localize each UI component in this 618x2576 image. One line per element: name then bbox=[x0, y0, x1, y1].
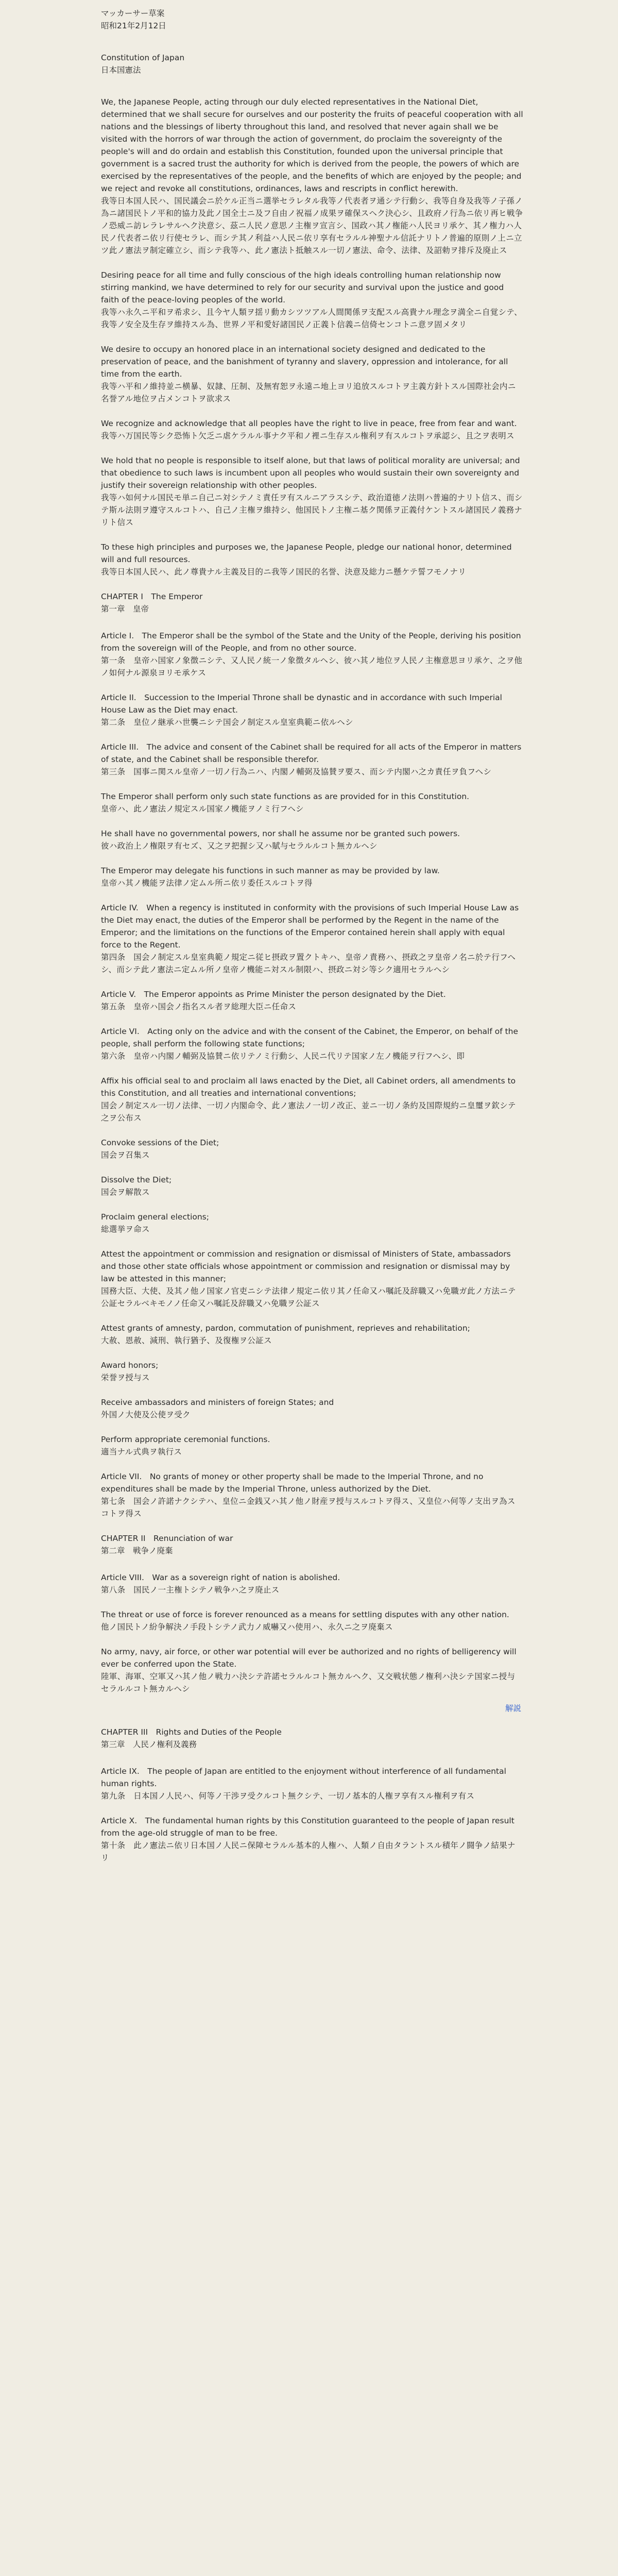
paragraph bbox=[101, 865, 523, 889]
paragraph bbox=[101, 741, 523, 778]
paragraph-english: No army, navy, air force, or other war potential will ever be authorized and no rights of belligerency will ever be conferred upon the State. bbox=[101, 1647, 517, 1669]
paragraph-japanese: 我等日本国人民ハ、国民議会ニ於ケル正当ニ選挙セラレタル我等ノ代表者ヲ通シテ行動シ、我等自身及我等ノ子孫ノ為ニ諸国民トノ平和的協力及此ノ国全土ニ及フ自由ノ祝福ノ成果ヲ確保スヘク決心シ、且政府ノ行為ニ依リ再ヒ戦争ノ恐威ニ訪レラレサルヘク決意シ、茲ニ人民ノ意思ノ主権ヲ宣言シ、国政ハ其ノ権能ハ人民ヨリ承ケ、其ノ権力ハ人民ノ代表者ニ依リ行使セラレ、而シテ其ノ利益ハ人民ニ依リ享有セラルル神聖ナル信託ナリトノ普遍的原則ノ上ニ立ツ此ノ憲法ヲ制定確立シ、而シテ我等ハ、此ノ憲法ト抵触スル一切ノ憲法、命令、法律、及詔勅ヲ排斥及廃止ス bbox=[101, 196, 523, 255]
paragraph-english: Article IV. When a regency is instituted in conformity with the provisions of such Imperial House Law as the Diet may enact, the duties of the Emperor shall be performed by the Regent in the name of the Emperor; and the limitations on the functions of the Emperor contained herein shall apply with equal force to the Regent. bbox=[101, 903, 519, 950]
paragraph bbox=[101, 1470, 523, 1520]
paragraph-english: Article VII. No grants of money or other property shall be made to the Imperial Throne, and no expenditures shall be made by the Imperial Throne, unless authorized by the Diet. bbox=[101, 1472, 484, 1494]
title-japanese: 日本国憲法 bbox=[101, 65, 141, 75]
paragraph-english: Article V. The Emperor appoints as Prime Minister the person designated by the Diet. bbox=[101, 990, 446, 999]
paragraph bbox=[101, 988, 523, 1013]
paragraph-english: We, the Japanese People, acting through our duly elected representatives in the National Diet, determined that we shall secure for ourselves and our posterity the fruits of peaceful cooperation with all nations and the blessings of liberty throughout this land, and resolved that never again shall we be visited with the horrors of war through the action of government, do proclaim the sovereignty of the people's will and do ordain and establish this Constitution, founded upon the universal principle that government is a sacred trust the authority for which is derived from the people, the powers of which are exercised by the representatives of the people, and the benefits of which are enjoyed by the people; and we reject and revoke all constitutions, ordinances, laws and rescripts in conflict herewith. bbox=[101, 97, 523, 193]
paragraph-english: We desire to occupy an honored place in an international society designed and dedicated to the preservation of peace, and the banishment of tyranny and slavery, oppression and intolerance, for all time from the earth. bbox=[101, 345, 508, 379]
paragraph-english: Article VIII. War as a sovereign right of nation is abolished. bbox=[101, 1573, 340, 1582]
paragraph bbox=[101, 1396, 523, 1421]
paragraph-english: Affix his official seal to and proclaim all laws enacted by the Diet, all Cabinet orders, all amendments to this Constitution, and all treaties and international conventions; bbox=[101, 1076, 516, 1098]
paragraph bbox=[101, 691, 523, 728]
paragraph-japanese: 第五条 皇帝ハ国会ノ指名スル者ヲ総理大臣ニ任命ス bbox=[101, 1002, 297, 1011]
paragraph-english: We hold that no people is responsible to itself alone, but that laws of political morality are universal; and that obedience to such laws is incumbent upon all peoples who would sustain their own sovereignty and justify their sovereign relationship with other peoples. bbox=[101, 456, 520, 490]
paragraph bbox=[101, 1211, 523, 1235]
paragraph bbox=[101, 417, 523, 442]
paragraph bbox=[101, 1608, 523, 1633]
chapter-heading-japanese: 第二章 戦争ノ廃棄 bbox=[101, 1546, 173, 1555]
paragraph-japanese: 第二条 皇位ノ継承ハ世襲ニシテ国会ノ制定スル皇室典範ニ依ルヘシ bbox=[101, 718, 353, 727]
paragraph-japanese: 外国ノ大使及公使ヲ受ク bbox=[101, 1410, 191, 1419]
document-title bbox=[101, 52, 523, 76]
paragraph bbox=[101, 1646, 523, 1695]
paragraph bbox=[101, 1815, 523, 1864]
paragraph-english: Article VI. Acting only on the advice and with the consent of the Cabinet, the Emperor, on behalf of the people, shall perform the following state functions; bbox=[101, 1027, 519, 1048]
paragraph bbox=[101, 96, 523, 257]
source-title: マッカーサー草案 bbox=[101, 9, 165, 18]
paragraph bbox=[101, 454, 523, 529]
paragraph bbox=[101, 1248, 523, 1310]
document-header bbox=[101, 7, 523, 32]
title-english: Constitution of Japan bbox=[101, 53, 185, 62]
paragraph-english: Proclaim general elections; bbox=[101, 1212, 209, 1222]
paragraph bbox=[101, 790, 523, 815]
paragraph bbox=[101, 1571, 523, 1596]
paragraph-japanese: 国会ヲ解散ス bbox=[101, 1188, 150, 1197]
paragraph bbox=[101, 1137, 523, 1161]
paragraph-japanese: 総選挙ヲ命ス bbox=[101, 1225, 150, 1234]
paragraph-japanese: 彼ハ政治上ノ権限ヲ有セズ、又之ヲ把握シ又ハ賦与セラルルコト無カルヘシ bbox=[101, 841, 377, 851]
paragraph-japanese: 他ノ国民トノ紛争解決ノ手段トシテノ武力ノ威嚇又ハ使用ハ、永久ニ之ヲ廃棄ス bbox=[101, 1622, 393, 1632]
paragraph-english: The Emperor may delegate his functions in such manner as may be provided by law. bbox=[101, 866, 440, 875]
chapter-heading-english: CHAPTER I The Emperor bbox=[101, 592, 203, 601]
paragraph bbox=[101, 1174, 523, 1198]
paragraph bbox=[101, 1322, 523, 1347]
chapter-heading-japanese: 第三章 人民ノ権利及義務 bbox=[101, 1740, 197, 1749]
paragraph-english: He shall have no governmental powers, nor shall he assume nor be granted such powers. bbox=[101, 829, 460, 838]
paragraph-japanese: 我等ハ万国民等シク恐怖ト欠乏ニ虐ケラルル事ナク平和ノ裡ニ生存スル権利ヲ有スルコトヲ承認シ、且之ヲ表明ス bbox=[101, 431, 514, 440]
paragraph bbox=[101, 343, 523, 405]
paragraph-english: Receive ambassadors and ministers of foreign States; and bbox=[101, 1398, 334, 1407]
paragraph-japanese: 適当ナル式典ヲ執行ス bbox=[101, 1447, 182, 1456]
paragraph-japanese: 第七条 国会ノ許諾ナクシテハ、皇位ニ金銭又ハ其ノ他ノ財産ヲ授与スルコトヲ得ス、又皇位ハ何等ノ支出ヲ為スコトヲ得ス bbox=[101, 1497, 516, 1518]
paragraph-english: Article III. The advice and consent of the Cabinet shall be required for all acts of the Emperor in matters of state, and the Cabinet shall be responsible therefor. bbox=[101, 742, 522, 764]
paragraph-english: We recognize and acknowledge that all peoples have the right to live in peace, free from fear and want. bbox=[101, 419, 517, 428]
paragraph-japanese: 第四条 国会ノ制定スル皇室典範ノ規定ニ従ヒ摂政ヲ置クトキハ、皇帝ノ責務ハ、摂政之ヲ皇帝ノ名ニ於テ行フヘシ、而シテ此ノ憲法ニ定ムル所ノ皇帝ノ機能ニ対スル制限ハ、摂政ニ対シ等シク適用セラルヘシ bbox=[101, 953, 516, 974]
paragraph-english: The threat or use of force is forever renounced as a means for settling disputes with any other nation. bbox=[101, 1610, 509, 1619]
paragraph-english: Article I. The Emperor shall be the symbol of the State and the Unity of the People, deriving his position from the sovereign will of the People, and from no other source. bbox=[101, 631, 521, 653]
paragraph-japanese: 栄誉ヲ授与ス bbox=[101, 1373, 150, 1382]
paragraph bbox=[101, 541, 523, 578]
paragraph-english: Article X. The fundamental human rights by this Constitution guaranteed to the people of Japan result from the age-old struggle of man to be free. bbox=[101, 1816, 514, 1838]
paragraph-japanese: 皇帝ハ、此ノ憲法ノ規定スル国家ノ機能ヲノミ行フヘシ bbox=[101, 804, 304, 814]
chapter-heading-english: CHAPTER II Renunciation of war bbox=[101, 1534, 233, 1543]
paragraph-english: Award honors; bbox=[101, 1361, 159, 1370]
paragraph bbox=[101, 1025, 523, 1062]
paragraph-japanese: 国会ヲ召集ス bbox=[101, 1150, 150, 1160]
chapter-heading bbox=[101, 1532, 523, 1557]
paragraph bbox=[101, 1433, 523, 1458]
paragraph bbox=[101, 1765, 523, 1802]
chapter-heading-japanese: 第一章 皇帝 bbox=[101, 604, 149, 614]
paragraph-english: The Emperor shall perform only such state functions as are provided for in this Constitution. bbox=[101, 792, 470, 801]
chapter-heading bbox=[101, 590, 523, 615]
paragraph-japanese: 我等ハ如何ナル国民モ単ニ自己ニ対シテノミ責任ヲ有スルニアラスシテ、政治道徳ノ法則ハ普遍的ナリト信ス、而シテ斯ル法則ヲ遵守スルコトハ、自己ノ主権ヲ維持シ、他国民トノ主権ニ基ク関係ヲ正義付ケントスル諸国民ノ義務ナリト信ス bbox=[101, 493, 523, 527]
paragraph-english: Convoke sessions of the Diet; bbox=[101, 1138, 219, 1147]
paragraph-english: Perform appropriate ceremonial functions. bbox=[101, 1435, 270, 1444]
paragraph-japanese: 皇帝ハ其ノ機能ヲ法律ノ定ムル所ニ依リ委任スルコトヲ得 bbox=[101, 878, 313, 888]
paragraph-japanese: 国務大臣、大使、及其ノ他ノ国家ノ官吏ニシテ法律ノ規定ニ依リ其ノ任命又ハ嘱託及辞職又ハ免職ガ此ノ方法ニテ公証セラルベキモノノ任命又ハ嘱託及辞職又ハ免職ヲ公証ス bbox=[101, 1286, 516, 1308]
paragraph-english: To these high principles and purposes we, the Japanese People, pledge our national honor, determined will and full resources. bbox=[101, 543, 512, 564]
paragraph-japanese: 大赦、恩赦、減刑、執行猶予、及復権ヲ公証ス bbox=[101, 1336, 272, 1345]
paragraph-english: Desiring peace for all time and fully conscious of the high ideals controlling human relationship now stirring mankind, we have determined to rely for our security and survival upon the justice and good faith of the peace-loving peoples of the world. bbox=[101, 270, 504, 304]
paragraph-japanese: 我等日本国人民ハ、此ノ尊貴ナル主義及目的ニ我等ノ国民的名誉、決意及総力ニ懸ケテ誓フモノナリ bbox=[101, 567, 467, 577]
paragraph-japanese: 我等ハ永久ニ平和ヲ希求シ、且今ヤ人類ヲ揺リ動カシツツアル人間関係ヲ支配スル高貴ナル理念ヲ満全ニ自覚シテ、我等ノ安全及生存ヲ維持スル為、世界ノ平和愛好諸国民ノ正義ト信義ニ信倚センコトニ意ヲ固メタリ bbox=[101, 308, 522, 329]
paragraph-english: Article II. Succession to the Imperial Throne shall be dynastic and in accordance with such Imperial House Law as the Diet may enact. bbox=[101, 693, 502, 715]
paragraph-japanese: 第三条 国事ニ関スル皇帝ノ一切ノ行為ニハ、内閣ノ輔弼及協賛ヲ要ス、而シテ内閣ハ之カ責任ヲ負フヘシ bbox=[101, 767, 492, 776]
paragraph-english: Dissolve the Diet; bbox=[101, 1175, 172, 1184]
paragraph bbox=[101, 1359, 523, 1384]
chapter-heading bbox=[101, 1726, 523, 1751]
commentary-link[interactable]: 解説 bbox=[505, 1704, 521, 1713]
paragraph bbox=[101, 1075, 523, 1124]
paragraph bbox=[101, 827, 523, 852]
document bbox=[101, 0, 523, 1864]
paragraph-japanese: 第八条 国民ノ一主権トシテノ戦争ハ之ヲ廃止ス bbox=[101, 1585, 280, 1595]
paragraph bbox=[101, 269, 523, 331]
paragraph-english: Attest grants of amnesty, pardon, commutation of punishment, reprieves and rehabilitation; bbox=[101, 1324, 470, 1333]
paragraph bbox=[101, 902, 523, 976]
paragraph-japanese: 我等ハ平和ノ維持並ニ横暴、奴隷、圧制、及無宥恕ヲ永遠ニ地上ヨリ追放スルコトヲ主義方針トスル国際社会内ニ名誉アル地位ヲ占メンコトヲ欲求ス bbox=[101, 382, 516, 403]
paragraph-japanese: 第六条 皇帝ハ内閣ノ輔弼及協賛ニ依リテノミ行動シ、人民ニ代リテ国家ノ左ノ機能ヲ行フヘシ、即 bbox=[101, 1052, 465, 1061]
source-date: 昭和21年2月12日 bbox=[101, 21, 166, 30]
chapter-heading-english: CHAPTER III Rights and Duties of the People bbox=[101, 1727, 282, 1737]
paragraph-japanese: 第十条 此ノ憲法ニ依リ日本国ノ人民ニ保障セラルル基本的人権ハ、人類ノ自由タラントスル積年ノ闘争ノ結果ナリ bbox=[101, 1841, 516, 1862]
paragraph-english: Article IX. The people of Japan are entitled to the enjoyment without interference of all fundamental human rights. bbox=[101, 1767, 506, 1788]
paragraph-japanese: 国会ノ制定スル一切ノ法律、一切ノ内閣命令、此ノ憲法ノ一切ノ改正、並ニ一切ノ条約及国際規約ニ皇璽ヲ欽シテ之ヲ公布ス bbox=[101, 1101, 516, 1123]
paragraph-japanese: 第九条 日本国ノ人民ハ、何等ノ干渉ヲ受クルコト無クシテ、一切ノ基本的人権ヲ享有スル権利ヲ有ス bbox=[101, 1791, 475, 1801]
paragraph-english: Attest the appointment or commission and resignation or dismissal of Ministers of State, ambassadors and those other state officials whose appointment or commission and resignation or dismissal may by law be attested in this manner; bbox=[101, 1249, 511, 1283]
paragraph-japanese: 第一条 皇帝ハ国家ノ象徴ニシテ、又人民ノ統一ノ象徴タルヘシ、彼ハ其ノ地位ヲ人民ノ主権意思ヨリ承ケ、之ヲ他ノ如何ナル源泉ヨリモ承ケス bbox=[101, 656, 523, 677]
paragraph-japanese: 陸軍、海軍、空軍又ハ其ノ他ノ戦力ハ決シテ許諾セラルルコト無カルヘク、又交戦状態ノ権利ハ決シテ国家ニ授与セラルルコト無カルヘシ bbox=[101, 1672, 516, 1693]
paragraph bbox=[101, 630, 523, 679]
document-body bbox=[101, 96, 523, 1864]
